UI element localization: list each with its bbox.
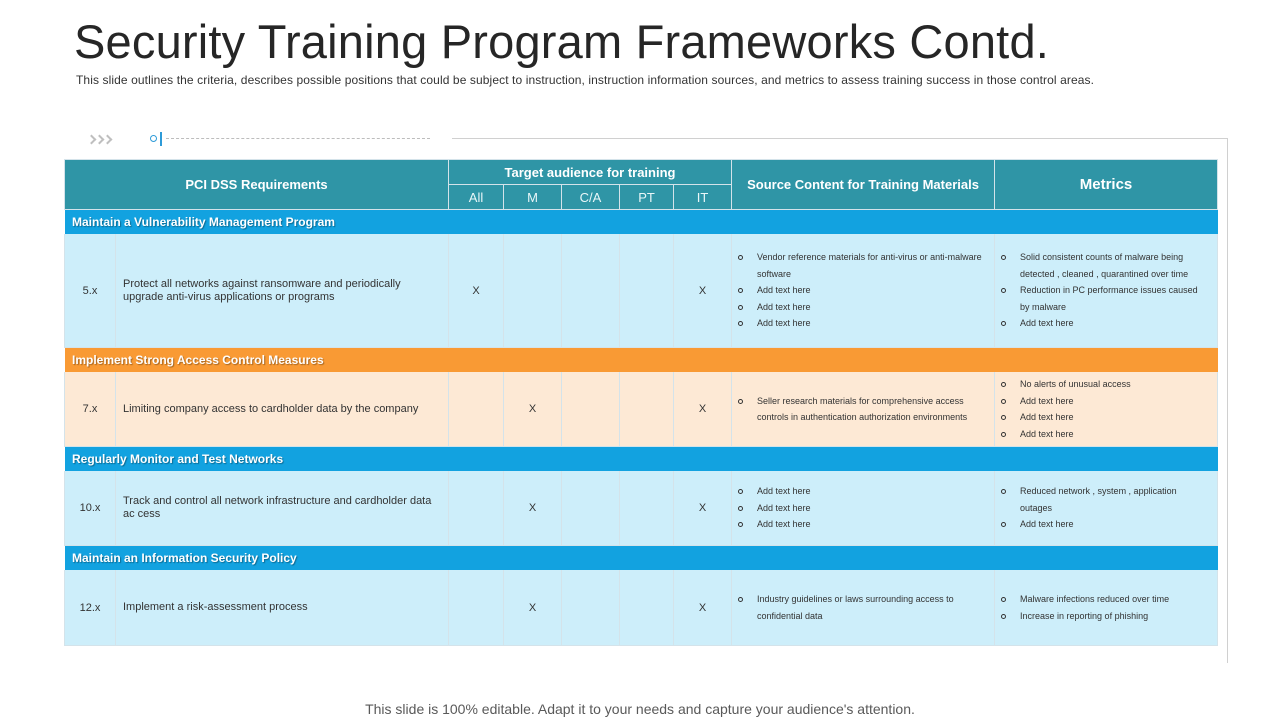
mark-all [449, 471, 504, 546]
source-item: Add text here [738, 483, 986, 500]
mark-ca [562, 372, 620, 447]
metric-item: Reduction in PC performance issues caused by malware [1001, 282, 1209, 315]
row-requirement: Limiting company access to cardholder data by the company [116, 372, 449, 447]
header-metrics: Metrics [995, 160, 1218, 210]
metric-item: Add text here [1001, 409, 1209, 426]
header-col-all: All [449, 185, 504, 210]
table-row [65, 471, 1218, 546]
mark-ca [562, 570, 620, 646]
row-requirement: Track and control all network infrastructure and cardholder data ac cess [116, 471, 449, 546]
row-number: 5.x [65, 234, 116, 348]
header-col-it: IT [674, 185, 732, 210]
accent-bar [160, 132, 162, 146]
source-item: Industry guidelines or laws surrounding access to confidential data [738, 591, 986, 624]
mark-pt [620, 372, 674, 447]
mark-ca [562, 471, 620, 546]
footer-note: This slide is 100% editable. Adapt it to your needs and capture your audience's attention. [365, 701, 915, 717]
metrics-cell [995, 234, 1218, 348]
circle-icon [150, 135, 157, 142]
header-requirements: PCI DSS Requirements [65, 160, 449, 210]
chevrons-icon [88, 131, 111, 143]
metric-item: Malware infections reduced over time [1001, 591, 1209, 608]
row-number: 7.x [65, 372, 116, 447]
solid-divider [452, 138, 1228, 139]
mark-it: X [674, 372, 732, 447]
mark-all [449, 372, 504, 447]
table-row [65, 372, 1218, 447]
header-source-content: Source Content for Training Materials [732, 160, 995, 210]
metrics-cell [995, 471, 1218, 546]
row-number: 10.x [65, 471, 116, 546]
section-title: Regularly Monitor and Test Networks [65, 447, 1218, 471]
row-requirement: Implement a risk-assessment process [116, 570, 449, 646]
section-title: Maintain an Information Security Policy [65, 546, 1218, 570]
metric-item: Increase in reporting of phishing [1001, 608, 1209, 625]
header-col-pt: PT [620, 185, 674, 210]
metric-item: Add text here [1001, 516, 1209, 533]
metrics-cell [995, 570, 1218, 646]
framework-table [64, 159, 1218, 646]
table-row [65, 570, 1218, 646]
section-title: Implement Strong Access Control Measures [65, 348, 1218, 372]
table-row [65, 234, 1218, 348]
mark-it: X [674, 471, 732, 546]
section-header [65, 546, 1218, 570]
section-header [65, 210, 1218, 234]
metric-item: Solid consistent counts of malware being detected , cleaned , quarantined over time [1001, 249, 1209, 282]
mark-pt [620, 570, 674, 646]
metric-item: Add text here [1001, 315, 1209, 332]
source-item: Add text here [738, 516, 986, 533]
section-title: Maintain a Vulnerability Management Program [65, 210, 1218, 234]
source-item: Add text here [738, 500, 986, 517]
source-cell [732, 234, 995, 348]
mark-all [449, 570, 504, 646]
header-col-ca: C/A [562, 185, 620, 210]
mark-pt [620, 234, 674, 348]
metric-item: Add text here [1001, 426, 1209, 443]
mark-pt [620, 471, 674, 546]
mark-m: X [504, 471, 562, 546]
metrics-cell [995, 372, 1218, 447]
decorative-header-line [88, 131, 1228, 151]
slide-subtitle: This slide outlines the criteria, describes possible positions that could be subject to instruction, instruction information sources, and metrics to assess training success in those control areas. [76, 73, 1095, 87]
header-col-m: M [504, 185, 562, 210]
source-item: Add text here [738, 282, 986, 299]
source-cell [732, 372, 995, 447]
metric-item: No alerts of unusual access [1001, 376, 1209, 393]
mark-it: X [674, 570, 732, 646]
section-header [65, 447, 1218, 471]
slide-title: Security Training Program Frameworks Contd. [74, 15, 1050, 68]
mark-it: X [674, 234, 732, 348]
metric-item: Add text here [1001, 393, 1209, 410]
section-header [65, 348, 1218, 372]
source-item: Add text here [738, 315, 986, 332]
dashed-divider [166, 138, 430, 139]
mark-ca [562, 234, 620, 348]
row-number: 12.x [65, 570, 116, 646]
mark-all: X [449, 234, 504, 348]
source-cell [732, 570, 995, 646]
mark-m [504, 234, 562, 348]
metric-item: Reduced network , system , application outages [1001, 483, 1209, 516]
source-item: Vendor reference materials for anti-virus or anti-malware software [738, 249, 986, 282]
source-cell [732, 471, 995, 546]
mark-m: X [504, 570, 562, 646]
header-target-audience: Target audience for training [449, 160, 732, 185]
source-item: Seller research materials for comprehensive access controls in authentication authorization environments [738, 393, 986, 426]
vertical-divider [1227, 139, 1228, 663]
row-requirement: Protect all networks against ransomware and periodically upgrade anti-virus applications or programs [116, 234, 449, 348]
mark-m: X [504, 372, 562, 447]
source-item: Add text here [738, 299, 986, 316]
